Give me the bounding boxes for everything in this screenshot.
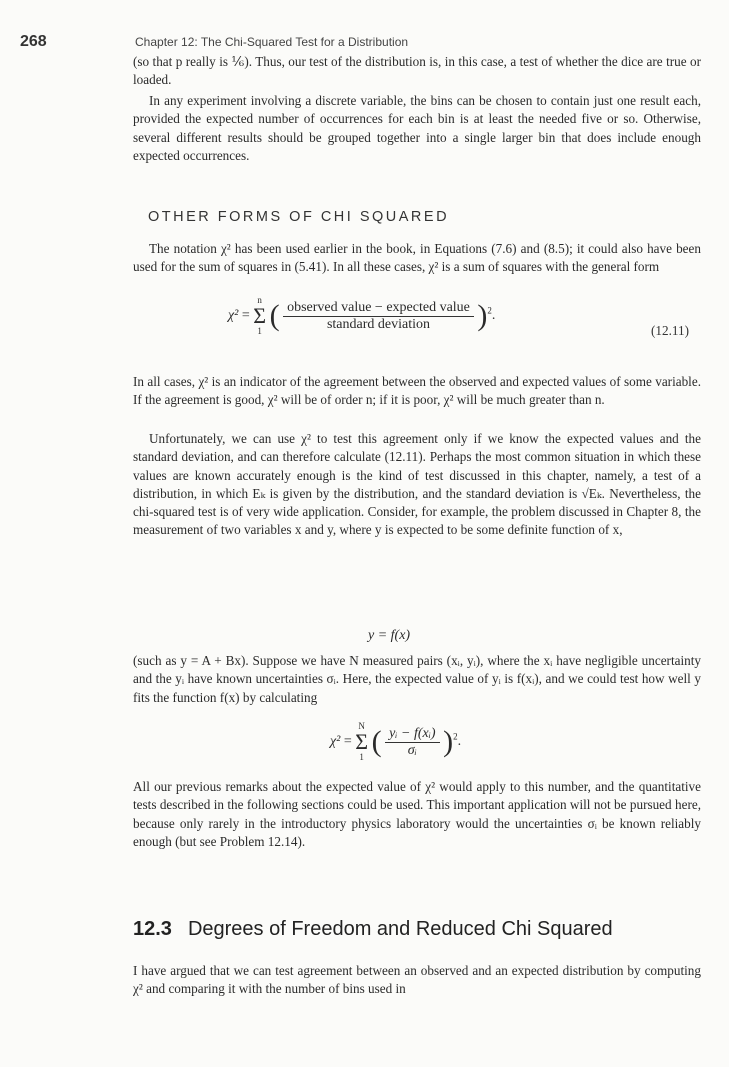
eq1-denominator: standard deviation: [326, 316, 430, 332]
eq3-sum-upper: N: [358, 721, 365, 731]
paragraph-6: (such as y = A + Bx). Suppose we have N measured pairs (xᵢ, yᵢ), where the xᵢ have negligible uncertainty and the yᵢ have known uncertainties σᵢ. Here, the expected value of yᵢ is f(xᵢ), and we could test how well y fits the function f(x) by calculating: [133, 653, 701, 705]
eq1-sum-upper: n: [257, 295, 262, 305]
paragraph-4: In all cases, χ² is an indicator of the agreement between the observed and expected values of some variable. If the agreement is good, χ² will be of order n; if it is poor, χ² will be much greater than n.: [133, 374, 701, 408]
running-head: Chapter 12: The Chi-Squared Test for a Distribution: [135, 35, 409, 49]
equation-12-11: χ² = n Σ 1 ( $\frac{\text{observed value − expected value}}{\text{standard deviation}}$ )$^2$.: [228, 295, 496, 336]
eq3-denominator: σᵢ: [407, 742, 417, 758]
eq1-sum-lower: 1: [257, 326, 262, 336]
eq3-summation: N Σ 1: [355, 721, 369, 762]
paragraph-3: The notation χ² has been used earlier in the book, in Equations (7.6) and (8.5); it could also have been used for the sum of squares in (5.41). In all these cases, χ² is a sum of squares with the general form: [133, 241, 701, 275]
paragraph-2: In any experiment involving a discrete variable, the bins can be chosen to contain just one result each, provided the expected number of occurrences for each bin is at least the needed five or so. Otherwise, several different results should be grouped together into a single larger bin that does include enough expected occurrences.: [133, 93, 701, 163]
paragraph-7: All our previous remarks about the expected value of χ² would apply to this number, and the quantitative tests described in the following sections could be used. This important application will not be pursued here, because only rarely in the introductory physics laboratory would the uncertainties σᵢ be known reliably enough (but see Problem 12.14).: [133, 779, 701, 849]
eq3-lhs: χ²: [330, 734, 341, 750]
eq3-numerator: yᵢ − f(xᵢ): [385, 726, 440, 743]
equation-number-12-11: (12.11): [651, 323, 689, 338]
eq3-fraction: [385, 726, 440, 759]
eq1-summation: n Σ 1: [253, 295, 267, 336]
equation-chi-squared-fit: χ² = N Σ 1 ( $\frac{\text{yᵢ − f(xᵢ)}}{\text{σᵢ}}$ )$^2$.: [330, 721, 462, 762]
page-number: 268: [20, 33, 47, 50]
paragraph-8: I have argued that we can test agreement between an observed and an expected distribution by computing χ² and comparing it with the number of bins used in: [133, 963, 701, 997]
paragraph-5: Unfortunately, we can use χ² to test this agreement only if we know the expected values and the standard deviation, and can therefore calculate (12.11). Perhaps the most common situation in which these values are known accurately enough is the kind of test discussed in this chapter, namely, a test of a distribution, in which Eₖ is given by the distribution, and the standard deviation is √Eₖ. Nevertheless, the chi-squared test is of very wide application. Consider, for example, the problem discussed in Chapter 8, the measurement of two variables x and y, where y is expected to be some definite function of x,: [133, 431, 701, 538]
subsection-heading: [133, 918, 613, 941]
eq1-fraction: [283, 300, 474, 333]
section-heading: OTHER FORMS OF CHI SQUARED: [148, 209, 450, 225]
paragraph-1: (so that p really is ⅙). Thus, our test of the distribution is, in this case, a test of whether the dice are true or loaded.: [133, 54, 701, 88]
eq1-lhs: χ²: [228, 308, 239, 324]
subsection-title: Degrees of Freedom and Reduced Chi Squared: [187, 918, 613, 940]
eq3-sum-lower: 1: [359, 752, 364, 762]
equation-y-fx: y = f(x): [368, 628, 411, 643]
eq1-numerator: observed value − expected value: [283, 300, 474, 317]
subsection-number: 12.3: [133, 918, 172, 940]
